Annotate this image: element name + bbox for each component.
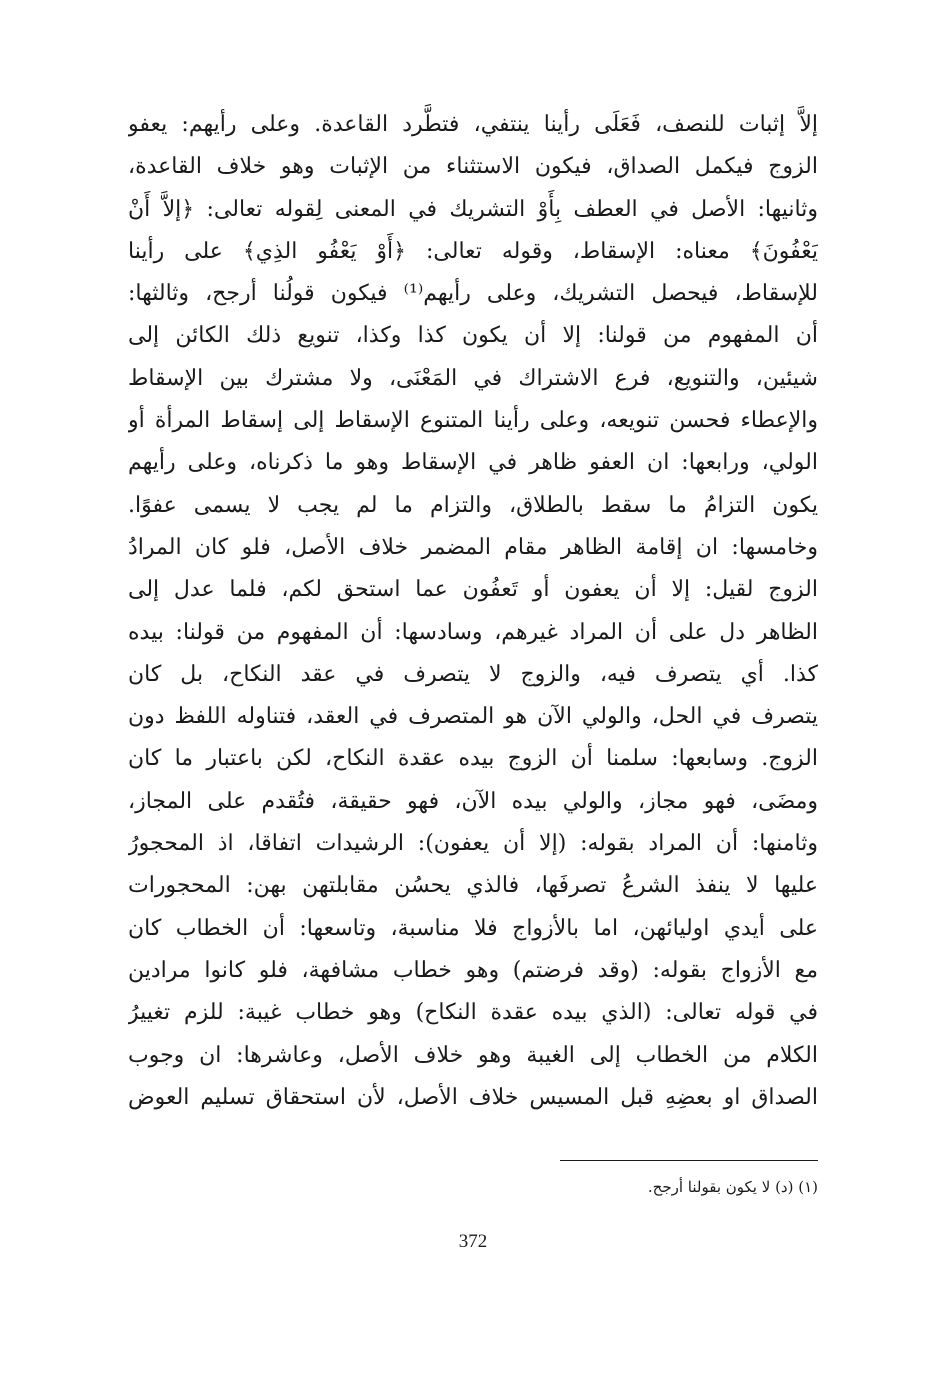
text-line-4: يَعْفُونَ﴾ معناه: الإسقاط، وقوله تعالى: ﴿أَوْ يَعْفُو الذِي﴾ على رأينا <box>128 238 818 264</box>
text-line-17: ومضَى، فهو مجاز، والولي بيده الآن، فهو حقيقة، فتُقدم على المجاز، <box>128 788 818 814</box>
text-line-10: يكون التزامُ ما سقط بالطلاق، والتزام ما لم يجب لا يسمى عفوًا. <box>128 492 818 518</box>
text-line-11: وخامسها: ان إقامة الظاهر مقام المضمر خلاف الأصل، فلو كان المرادُ <box>128 534 818 560</box>
text-line-16: الزوج. وسابعها: سلمنا أن الزوج بيده عقدة النكاح، لكن باعتبار ما كان <box>128 746 818 772</box>
text-line-21: مع الأزواج بقوله: (وقد فرضتم) وهو خطاب مشافهة، فلو كانوا مرادين <box>128 957 818 983</box>
footnote-separator <box>560 1160 818 1161</box>
text-line-19: عليها لا ينفذ الشرعُ تصرفَها، فالذي يحسُن مقابلتهن بهن: المحجورات <box>128 873 818 899</box>
text-line-12: الزوج لقيل: إلا أن يعفون أو تَعفُون عما استحق لكم، فلما عدل إلى <box>128 577 818 603</box>
text-line-1: إلاَّ إثبات للنصف، فَعَلَى رأينا ينتفي، فتطَّرد القاعدة. وعلى رأيهم: يعفو <box>128 112 818 137</box>
text-line-6: أن المفهوم من قولنا: إلا أن يكون كذا وكذا، تنويع ذلك الكائن إلى <box>128 323 818 349</box>
text-line-2: الزوج فيكمل الصداق، فيكون الاستثناء من الإثبات وهو خلاف القاعدة، <box>128 154 818 180</box>
text-line-24: الصداق او بعضِهِ قبل المسيس خلاف الأصل، لأن استحقاق تسليم العوض <box>128 1084 818 1110</box>
text-line-5: للإسقاط، فيحصل التشريك، وعلى رأيهم⁽¹⁾ فيكون قولُنا أرجح، وثالثها: <box>128 281 818 307</box>
footnote: (١) (د) لا يكون بقولنا أرجح. <box>647 1178 818 1196</box>
text-line-14: كذا. أي يتصرف فيه، والزوج لا يتصرف في عقد النكاح، بل كان <box>128 661 818 687</box>
text-line-23: الكلام من الخطاب إلى الغيبة وهو خلاف الأصل، وعاشرها: ان وجوب <box>128 1042 818 1068</box>
text-line-13: الظاهر دل على أن المراد غيرهم، وسادسها: أن المفهوم من قولنا: بيده <box>128 619 818 645</box>
text-line-9: الولي، ورابعها: ان العفو ظاهر في الإسقاط وهو ما ذكرناه، وعلى رأيهم <box>128 450 818 476</box>
text-line-18: وثامنها: أن المراد بقوله: (إلا أن يعفون): الرشيدات اتفاقا، اذ المحجورُ <box>128 831 818 857</box>
text-line-7: شيئين، والتنويع، فرع الاشتراك في المَعْنَى، ولا مشترك بين الإسقاط <box>128 365 818 391</box>
text-line-8: والإعطاء فحسن تنويعه، وعلى رأينا المتنوع الإسقاط إلى إسقاط المرأة أو <box>128 408 818 434</box>
text-line-15: يتصرف في الحل، والولي الآن هو المتصرف في العقد، فتناوله اللفظ دون <box>128 704 818 730</box>
page-number: 372 <box>458 1231 488 1252</box>
text-line-22: في قوله تعالى: (الذي بيده عقدة النكاح) وهو خطاب غيبة: للزم تغييرُ <box>128 1000 818 1026</box>
main-text-block <box>128 104 818 1119</box>
text-line-20: على أيدي اوليائهن، اما بالأزواج فلا مناسبة، وتاسعها: أن الخطاب كان <box>128 915 818 941</box>
text-line-3: وثانيها: الأصل في العطف بِأَوْ التشريك في المعنى لِقوله تعالى: ﴿إلاَّ أَنْ <box>128 196 818 222</box>
